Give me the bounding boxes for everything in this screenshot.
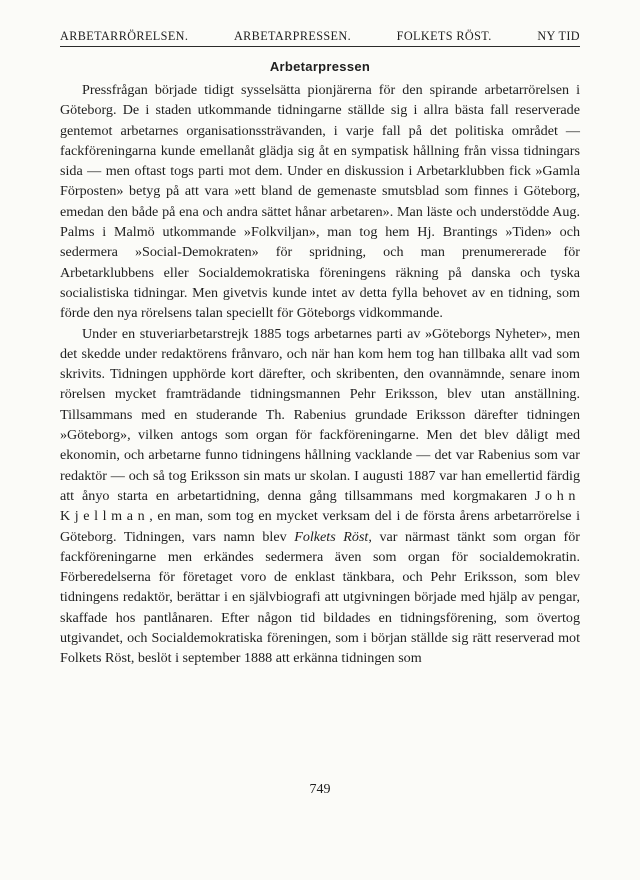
spaced-name: John Kjellman (60, 487, 580, 525)
paragraph-2-text-b: , en man, som tog en mycket verksam del i de första årens arbetarrörelse i Göteborg. Tidningen, vars namn blev (60, 508, 580, 545)
page (60, 28, 580, 669)
running-head-item: ARBETARPRESSEN. (233, 29, 352, 43)
page-number: 749 (309, 782, 331, 797)
section-title: Arbetarpressen (269, 59, 371, 74)
header-divider (60, 46, 580, 47)
running-head (60, 28, 580, 46)
running-head-item: FOLKETS RÖST. (396, 29, 492, 43)
paragraph-2 (60, 324, 580, 669)
paragraph-2-text-a: Under en stuveriarbetarstrejk 1885 togs arbetarnes parti av »Göteborgs Nyheter», men det skedde under redaktörens frånvaro, och när han kom hem tog han tillbaka allt vad som skrivits. Tidningen upphörde kort därefter, och skribenten, den ovannämnde, senare inom rörelsen mycket framträdande tidningsmannen Pehr Eriksson, blev utan anställning. Tillsammans med en studerande Th. Rabenius grundade Eriksson därefter tidningen »Göteborg», vilken antogs som organ för fackföreningarne. Men det blev dåligt med ekonomin, och arbetarne funno tidningens hållning vacklande — det var Rabenius som var redaktör — och så tog Eriksson sin mats ur skolan. I augusti 1887 var han emellertid färdig att ånyo starta en arbetartidning, denna gång tillsammans med korgmakaren (60, 325, 580, 504)
running-head-item: NY TID (537, 29, 580, 43)
paragraph-1-text: Pressfrågan började tidigt sysselsätta pionjärerna för den spirande arbetarrörelsen i Göteborg. De i staden utkommande tidningarne ställde sig i allra bästa fall reserverade gentemot arbetarnes organisationssträvanden, i varje fall på det politiska området — fackföreningarna kunde emellanåt glädja sig åt en sympatisk hållning från vissa tidningars sida — men oftast togs parti mot dem. Under en diskussion i Arbetarklubben fick »Gamla Förposten» betyg på att vara »ett bland de gemenaste smutsblad som finnes i Göteborg, emedan den både på ena och andra sättet hånar arbetaren». Man läste och understödde Aug. Palms i Malmö utkommande »Folkviljan», man tog hem Hj. Brantings »Tiden» och sedermera »Social-Demokraten» för spridning, och man prenumererade för Arbetarklubbens eller Socialdemokratiska föreningens räkning på danska och tyska socialistiska tidningar. Men givetvis kunde intet av detta fylla behovet av en tidning, som förde den nya rörelsens talan speciellt för Göteborgs vidkommande. (60, 82, 580, 322)
paragraph-2-text-c: , var närmast tänkt som organ för fackföreningarne men erkändes sedermera även som organ för socialdemokratin. Förberedelserna för företaget voro de enklast tänkbara, och Pehr Eriksson, som blev tidningens redaktör, berättar i en självbiografi att utgivningen började med hjälp av pengar, skaffade hos pantlånaren. Efter någon tid bildades en tidningsförening, som övertog utgivandet, och Socialdemokratiska föreningen, som i början ställde sig rätt reserverad mot Folkets Röst, beslöt i september 1888 att erkänna tidningen som (60, 528, 580, 667)
running-head-item: ARBETARRÖRELSEN. (60, 29, 189, 43)
paragraph-1 (60, 80, 580, 324)
newspaper-title: Folkets Röst (294, 528, 369, 545)
